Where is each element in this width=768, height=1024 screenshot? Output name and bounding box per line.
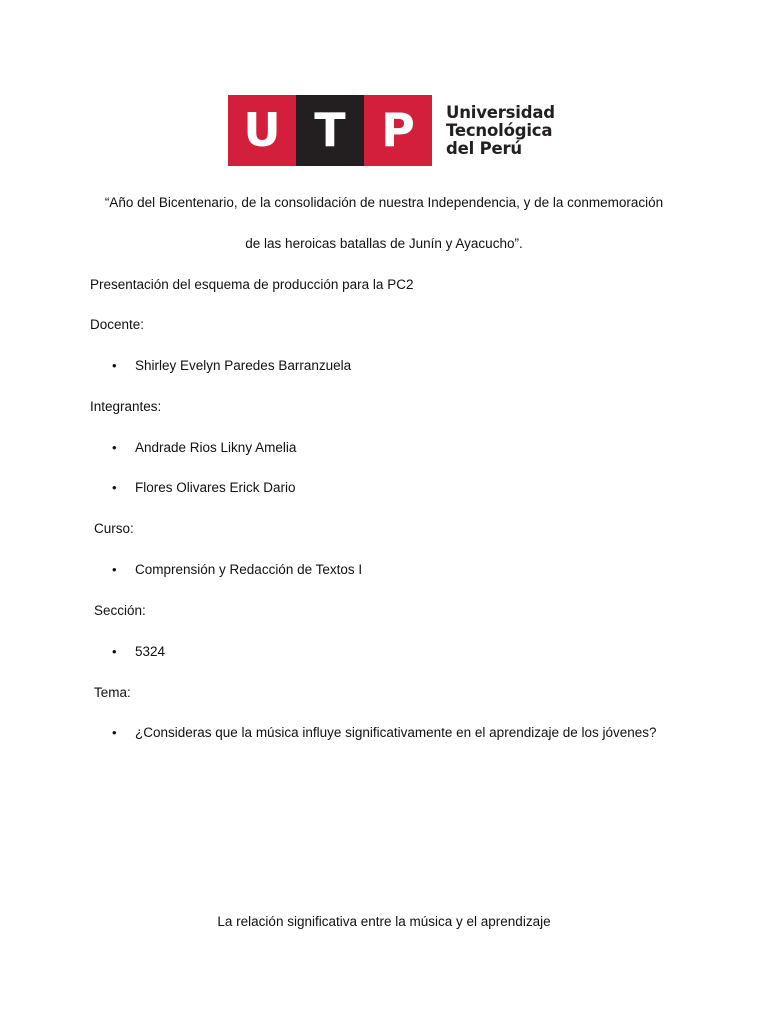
logo-university-name — [446, 104, 555, 158]
bullet-icon: • — [112, 562, 117, 577]
essay-title: La relación significativa entre la música y el aprendizaje — [217, 914, 551, 929]
logo-name-line: del Perú — [446, 138, 522, 158]
logo-letter-t: T — [296, 95, 364, 166]
bullet-icon: • — [112, 480, 117, 495]
integrante-item: Andrade Rios Likny Amelia — [135, 440, 297, 455]
logo-name-line: Universidad — [446, 102, 555, 122]
seccion-value: 5324 — [135, 644, 166, 659]
tema-question: ¿Consideras que la música influye significativamente en el aprendizaje de los jóvenes? — [135, 725, 657, 740]
integrantes-label: Integrantes: — [90, 399, 162, 414]
logo-name-line: Tecnológica — [446, 120, 553, 140]
docente-name: Shirley Evelyn Paredes Barranzuela — [135, 358, 352, 373]
bullet-icon: • — [112, 725, 117, 740]
seccion-label: Sección: — [94, 603, 146, 618]
motto-line-2: de las heroicas batallas de Junín y Ayacucho”. — [245, 236, 523, 251]
curso-name: Comprensión y Redacción de Textos I — [135, 562, 363, 577]
motto-line-1: “Año del Bicentenario, de la consolidación de nuestra Independencia, y de la conmemoración — [104, 195, 664, 210]
integrante-item: Flores Olivares Erick Dario — [135, 480, 296, 495]
bullet-icon: • — [112, 358, 117, 373]
tema-label: Tema: — [94, 685, 131, 700]
logo-letter-u: U — [228, 95, 296, 166]
curso-label: Curso: — [94, 521, 134, 536]
presentation-title: Presentación del esquema de producción para la PC2 — [90, 277, 414, 292]
bullet-icon: • — [112, 440, 117, 455]
logo-letter-p: P — [364, 95, 432, 166]
bullet-icon: • — [112, 644, 117, 659]
utp-logo — [228, 95, 555, 166]
docente-label: Docente: — [90, 317, 145, 332]
